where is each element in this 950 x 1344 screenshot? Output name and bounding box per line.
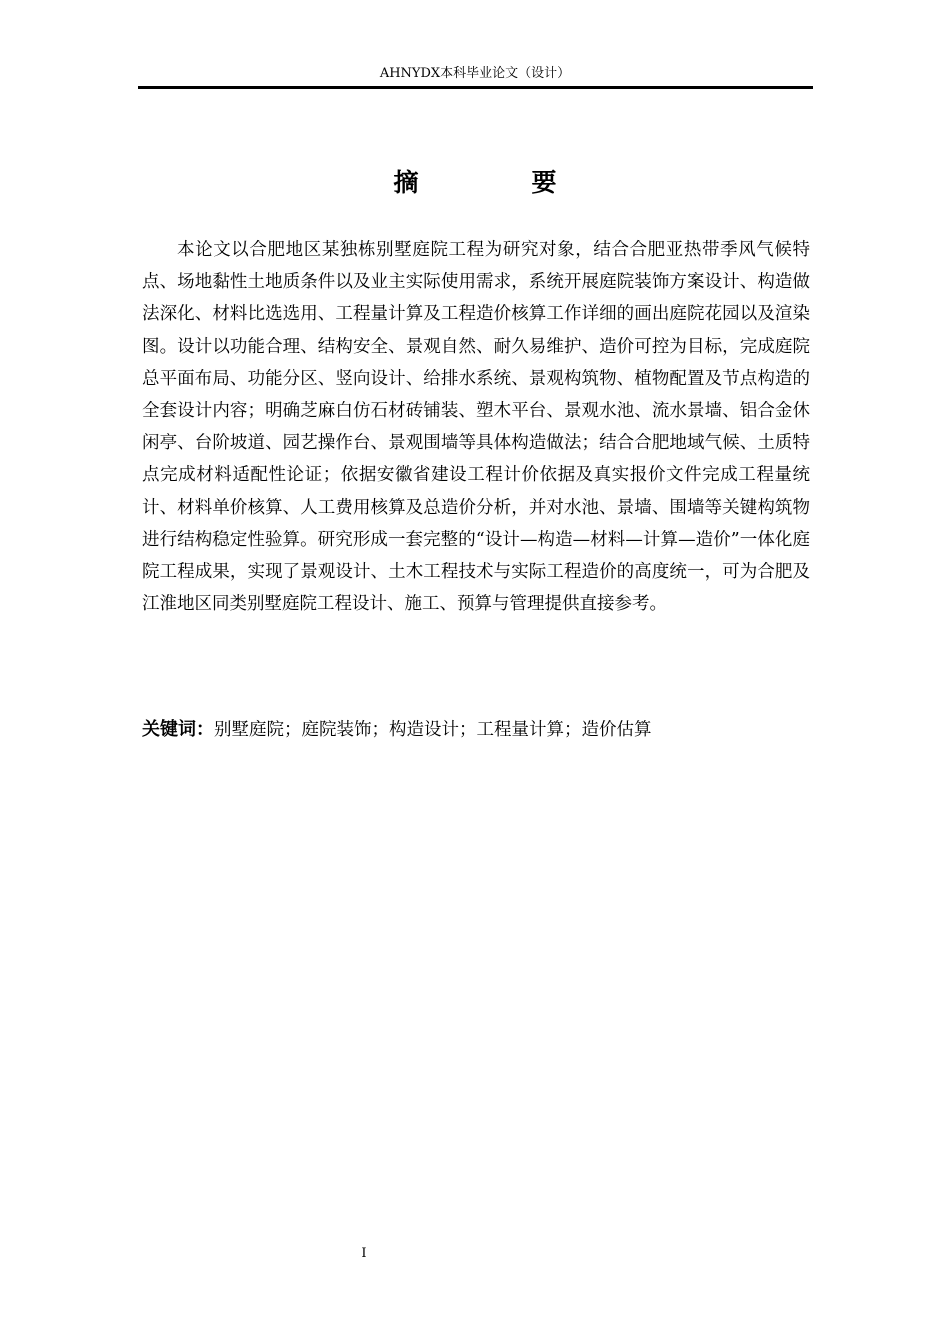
abstract-title: 摘 要 — [393, 168, 601, 197]
abstract-body: 本论文以合肥地区某独栋别墅庭院工程为研究对象，结合合肥亚热带季风气候特点、场地黏性土地质条件以及业主实际使用需求，系统开展庭院装饰方案设计、构造做法深化、材料比选选用、工程量计算及工程造价核算工作详细的画出庭院花园以及渲染图。设计以功能合理、结构安全、景观自然、耐久易维护、造价可控为目标，完成庭院总平面布局、功能分区、竖向设计、给排水系统、景观构筑物、植物配置及节点构造的全套设计内容；明确芝麻白仿石材砖铺装、塑木平台、景观水池、流水景墙、铝合金休闲亭、台阶坡道、园艺操作台、景观围墙等具体构造做法；结合合肥地域气候、土质特点完成材料适配性论证；依据安徽省建设工程计价依据及真实报价文件完成工程量统计、材料单价核算、人工费用核算及总造价分析，并对水池、景墙、围墙等关键构筑物进行结构稳定性验算。研究形成一套完整的“设计—构造—材料—计算—造价”一体化庭院工程成果，实现了景观设计、土木工程技术与实际工程造价的高度统一，可为合肥及江淮地区同类别墅庭院工程设计、施工、预算与管理提供直接参考。 — [142, 240, 810, 615]
header-rule — [138, 86, 813, 89]
keywords-value: 别墅庭院；庭院装饰；构造设计；工程量计算；造价估算 — [214, 720, 652, 740]
keywords-line — [142, 714, 810, 746]
keywords-label: 关键词： — [142, 719, 214, 740]
page-number: I — [361, 1246, 367, 1261]
running-header: AHNYDX本科毕业论文（设计） — [379, 66, 571, 81]
